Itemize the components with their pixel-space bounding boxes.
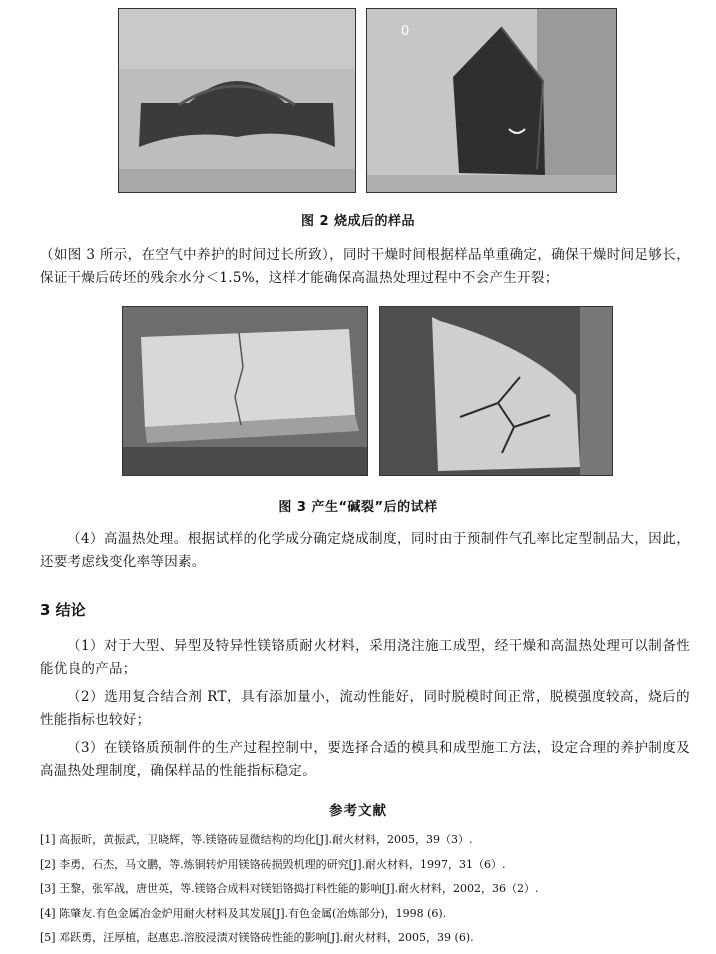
figure2-photo-marker: 0 — [401, 24, 410, 39]
references-title: 参考文献 — [329, 803, 387, 819]
references-list — [40, 828, 700, 951]
reference-item: [2] 李勇，石杰，马文鹏，等.炼铜转炉用镁铬砖损毁机理的研究[J].耐火材料，1997，31（6）. — [40, 857, 506, 871]
figure2-photo-left — [118, 8, 356, 193]
figure3-caption: 图 3 产生“碱裂”后的试样 — [278, 500, 438, 515]
paragraph-continuation: （如图 3 所示，在空气中养护的时间过长所致），同时干燥时间根据样品单重确定，确保干燥时间足够长，保证干燥后砖坯的残余水分＜1.5%，这样才能确保高温热处理过程中不会产生开裂； — [40, 247, 690, 286]
figure3-photo-left — [122, 306, 368, 476]
reference-item: [3] 王黎，张军战，唐世英，等.镁铬合成料对镁铝铬捣打料性能的影响[J].耐火材料，2002，36（2）. — [40, 882, 539, 895]
figure3-photo-right — [379, 306, 613, 476]
figure2-caption: 图 2 烧成后的样品 — [300, 214, 416, 229]
section-heading: 3 结论 — [40, 601, 86, 619]
conclusion-item: （2）选用复合结合剂 RT，具有添加量小，流动性能好，同时脱模时间正常，脱模强度较高，烧后的性能指标也较好； — [40, 689, 690, 728]
reference-item: [1] 高振昕，黄振武，卫晓辉，等.镁铬砖显微结构的均化[J].耐火材料，2005，39（3）. — [40, 833, 473, 846]
conclusion-item: （1）对于大型、异型及特异性镁铬质耐火材料，采用浇注施工成型，经干燥和高温热处理可以制备性能优良的产品； — [40, 638, 690, 677]
figure2-photo-right — [366, 8, 617, 193]
reference-item: [5] 邓跃勇，汪厚植，赵惠忠.溶胶浸渍对镁铬砖性能的影响[J].耐火材料，2005，39 (6). — [40, 931, 474, 944]
paragraph-heat-treatment: （4）高温热处理。根据试样的化学成分确定烧成制度，同时由于预制件气孔率比定型制品大，因此，还要考虑线变化率等因素。 — [40, 531, 690, 570]
conclusion-item: （3）在镁铬质预制件的生产过程控制中，要选择合适的模具和成型施工方法，设定合理的养护制度及高温热处理制度，确保样品的性能指标稳定。 — [40, 740, 690, 779]
reference-item: [4] 陈肇友.有色金属冶金炉用耐火材料及其发展[J].有色金属(冶炼部分)，1998 (6). — [40, 906, 447, 920]
